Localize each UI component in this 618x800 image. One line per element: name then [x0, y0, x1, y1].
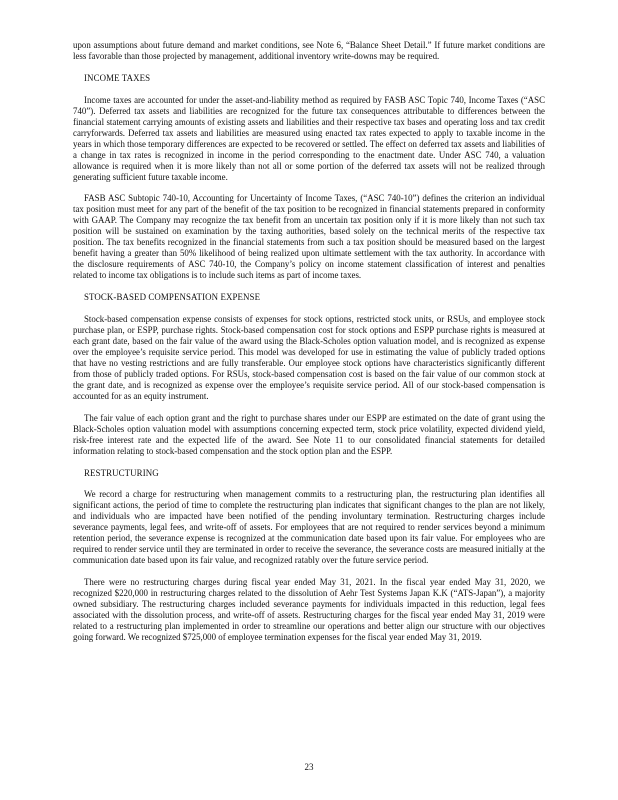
- restructuring-paragraph-1: We record a charge for restructuring when management commits to a restructuring plan, the restructuring plan identifies all significant actions, the period of time to complete the restructuring plan indicates that significant changes to the plan are not likely, and individuals who are impacted have been notified of the pending involuntary termination. Restructuring charges include severance payments, legal fees, and write-off of assets. For employees that are not required to render services beyond a minimum retention period, the severance expense is recognized at the communication date based upon its fair value. For employees who are required to render service until they are terminated in order to receive the severance, the severance costs are measured initially at the communication date based upon its fair value, and recognized ratably over the future service period.: [73, 489, 545, 566]
- restructuring-heading: RESTRUCTURING: [84, 467, 159, 478]
- income-taxes-paragraph-2: FASB ASC Subtopic 740-10, Accounting for Uncertainty of Income Taxes, (“ASC 740-10”) defines the criterion an individual tax position must meet for any part of the benefit of the tax position to be recognized in financial statements prepared in conformity with GAAP. The Company may recognize the tax benefit from an uncertain tax position only if it is more likely than not such tax position will be sustained on examination by the taxing authorities, based solely on the technical merits of the respective tax position. The tax benefits recognized in the financial statements from such a tax position should be measured based on the largest benefit having a greater than 50% likelihood of being realized upon ultimate settlement with the tax authority. In accordance with the disclosure requirements of ASC 740-10, the Company’s policy on income statement classification of interest and penalties related to income tax obligations is to include such items as part of income taxes.: [73, 193, 545, 281]
- income-taxes-paragraph-1: Income taxes are accounted for under the asset-and-liability method as required by FASB ASC Topic 740, Income Taxes (“ASC 740”). Deferred tax assets and liabilities are recognized for the future tax consequences attributable to differences between the financial statement carrying amounts of existing assets and liabilities and their respective tax bases and operating loss and tax credit carryforwards. Deferred tax assets and liabilities are measured using enacted tax rates expected to apply to taxable income in the years in which those temporary differences are expected to be recovered or settled. The effect on deferred tax assets and liabilities of a change in tax rates is recognized in income in the period corresponding to the enactment date. Under ASC 740, a valuation allowance is required when it is more likely than not all or some portion of the deferred tax assets will not be realized through generating sufficient future taxable income.: [73, 94, 545, 182]
- stock-comp-heading: STOCK-BASED COMPENSATION EXPENSE: [84, 292, 261, 303]
- intro-paragraph: upon assumptions about future demand and market conditions, see Note 6, “Balance Sheet Detail.” If future market conditions are less favorable than those projected by management, additional inventory write-downs may be required.: [73, 40, 545, 61]
- income-taxes-heading: INCOME TAXES: [84, 72, 151, 83]
- document-page: [73, 40, 545, 643]
- restructuring-paragraph-2: There were no restructuring charges during fiscal year ended May 31, 2021. In the fiscal year ended May 31, 2020, we recognized $220,000 in restructuring charges related to the dissolution of Aehr Test Systems Japan K.K (“ATS-Japan”), a majority owned subsidiary. The restructuring charges included severance payments for individuals impacted in this reduction, legal fees associated with the dissolution process, and write-off of assets. Restructuring charges for the fiscal year ended May 31, 2019 were related to a restructuring plan implemented in order to streamline our operations and better align our structure with our objectives going forward. We recognized $725,000 of employee termination expenses for the fiscal year ended May 31, 2019.: [73, 577, 545, 642]
- page-number: 23: [304, 762, 314, 772]
- stock-comp-paragraph-2: The fair value of each option grant and the right to purchase shares under our ESPP are estimated on the date of grant using the Black-Scholes option valuation model with assumptions concerning expected term, stock price volatility, expected dividend yield, risk-free interest rate and the expected life of the award. See Note 11 to our consolidated financial statements for detailed information relating to stock-based compensation and the stock option plan and the ESPP.: [73, 412, 545, 456]
- stock-comp-paragraph-1: Stock-based compensation expense consists of expenses for stock options, restricted stock units, or RSUs, and employee stock purchase plan, or ESPP, purchase rights. Stock-based compensation cost for stock options and ESPP purchase rights is measured at each grant date, based on the fair value of the award using the Black-Scholes option valuation model, and is recognized as expense over the employee’s requisite service period. This model was developed for use in estimating the value of publicly traded options that have no vesting restrictions and are fully transferable. Our employee stock options have characteristics significantly different from those of publicly traded options. For RSUs, stock-based compensation cost is based on the fair value of our common stock at the grant date, and is recognized as expense over the employee’s requisite service period. All of our stock-based compensation is accounted for as an equity instrument.: [73, 314, 545, 401]
